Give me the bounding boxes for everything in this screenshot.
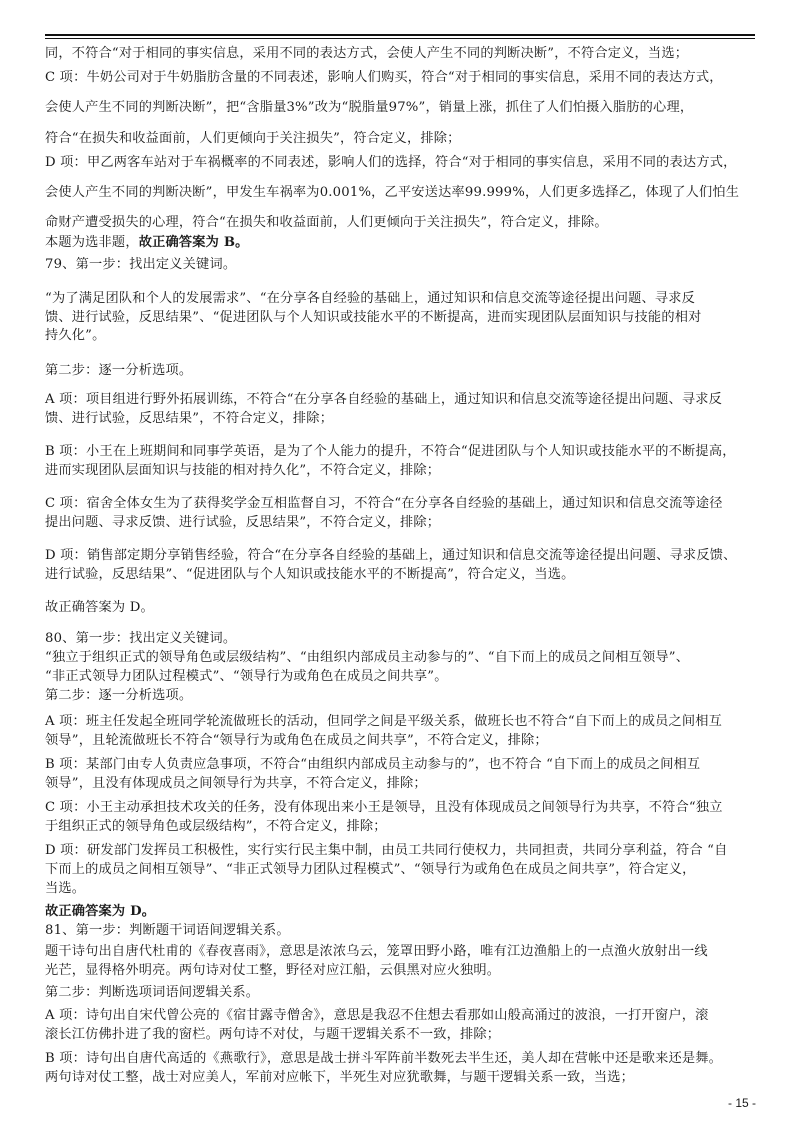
page-number: - 15 - xyxy=(727,1096,756,1110)
header-rule-thick xyxy=(45,34,755,36)
text-line: 会使人产生不同的判断决断”，把“含脂量3%”改为“脱脂量97%”，销量上涨，抓住了人们怕摄入脂肪的心理， xyxy=(45,100,694,115)
text-line: C 项：宿舍全体女生为了获得奖学金互相监督自习，不符合“在分享各自经验的基础上，通过知识和信息交流等途径 xyxy=(45,496,723,511)
text-line: 故正确答案为 D。 xyxy=(45,600,154,615)
text-line: 于组织正式的领导角色或层级结构”，不符合定义，排除； xyxy=(45,819,387,834)
text-line: 两句诗对仗工整，战士对应美人，军前对应帐下，半死生对应犹歌舞，与题干逻辑关系一致，当选； xyxy=(45,1070,635,1085)
text-line: 领导”，且轮流做班长不符合“领导行为或角色在成员之间共享”，不符合定义，排除； xyxy=(45,733,548,748)
text-line: 80、第一步：找出定义关键词。 xyxy=(45,631,237,646)
text-line: 同，不符合“对于相同的事实信息，采用不同的表达方式，会使人产生不同的判断决断”，不符合定义，当选； xyxy=(45,46,689,61)
header-rule-thin xyxy=(45,38,755,39)
text-line: 题干诗句出自唐代杜甫的《春夜喜雨》，意思是浓浓乌云，笼罩田野小路，唯有江边渔船上的一点渔火放射出一线 xyxy=(45,944,708,959)
text-line: D 项：研发部门发挥员工积极性，实行实行民主集中制，由员工共同行使权力，共同担责，共同分享利益，符合 “自 xyxy=(45,843,728,858)
text-line: 第二步：逐一分析选项。 xyxy=(45,688,193,703)
text-line: A 项：班主任发起全班同学轮流做班长的活动，但同学之间是平级关系，做班长也不符合“自下而上的成员之间相互 xyxy=(45,714,723,729)
text-line: 持久化”。 xyxy=(45,328,106,343)
text-line: B 项：诗句出自唐代高适的《燕歌行》，意思是战士拼斗军阵前半数死去半生还，美人却在营帐中还是歌来还是舞。 xyxy=(45,1051,723,1066)
text-line: 符合“在损失和收益面前，人们更倾向于关注损失”，符合定义，排除； xyxy=(45,131,461,146)
text-line: “非正式领导力团队过程模式”、“领导行为或角色在成员之间共享”。 xyxy=(45,669,448,684)
text-line: 提出问题、寻求反馈、进行试验，反思结果”，不符合定义，排除； xyxy=(45,515,441,530)
text-line: D 项：销售部定期分享销售经验，符合“在分享各自经验的基础上，通过知识和信息交流等途径提出问题、寻求反馈、 xyxy=(45,548,737,563)
text-line: “独立于组织正式的领导角色或层级结构”、“由组织内部成员主动参与的”、“自下而上的成员之间相互领导”、 xyxy=(45,650,690,665)
text-line: C 项：牛奶公司对于牛奶脂肪含量的不同表述，影响人们购买，符合“对于相同的事实信息，采用不同的表达方式， xyxy=(45,70,723,85)
text-line: 命财产遭受损失的心理，符合“在损失和收益面前，人们更倾向于关注损失”，符合定义，排除。 xyxy=(45,215,608,230)
text-line: 79、第一步：找出定义关键词。 xyxy=(45,257,237,272)
text-line: 滚长江仿佛扑进了我的窗栏。两句诗不对仗，与题干逻辑关系不一致，排除； xyxy=(45,1027,501,1042)
text-line: 下而上的成员之间相互领导”、“非正式领导力团队过程模式”、“领导行为或角色在成员之间共享”，符合定义， xyxy=(45,862,696,877)
text-line: 馈、进行试验，反思结果”、“促进团队与个人知识或技能水平的不断提高，进而实现团队层面知识与技能的相对 xyxy=(45,310,702,325)
answer-label: 故正确答案为 B。 xyxy=(138,235,249,250)
text-line: 领导”，且没有体现成员之间领导行为共享，不符合定义，排除； xyxy=(45,776,427,791)
text-line: 馈、进行试验，反思结果”，不符合定义，排除； xyxy=(45,411,334,426)
text-line: 进而实现团队层面知识与技能的相对持久化”，不符合定义，排除； xyxy=(45,463,441,478)
text-line: 会使人产生不同的判断决断”，甲发生车祸率为0.001%，乙平安送达率99.999%，人们更多选择乙，体现了人们怕生 xyxy=(45,185,740,200)
text-line: 第二步：逐一分析选项。 xyxy=(45,363,193,378)
text-line: D 项：甲乙两客车站对于车祸概率的不同表述，影响人们的选择，符合“对于相同的事实信息，采用不同的表达方式， xyxy=(45,155,737,170)
answer-line: 故正确答案为 D。 xyxy=(45,904,156,919)
text-line: B 项：某部门由专人负责应急事项，不符合“由组织内部成员主动参与的”，也不符合 “自下而上的成员之间相互 xyxy=(45,757,701,772)
text-line: 81、第一步：判断题干词语间逻辑关系。 xyxy=(45,923,290,938)
text-line: B 项：小王在上班期间和同事学英语，是为了个人能力的提升，不符合“促进团队与个人知识或技能水平的不断提高， xyxy=(45,444,736,459)
text-line: 当选。 xyxy=(45,881,86,896)
text-line: C 项：小王主动承担技术攻关的任务，没有体现出来小王是领导，且没有体现成员之间领导行为共享，不符合“独立 xyxy=(45,800,723,815)
answer-prefix: 本题为选非题， xyxy=(45,235,139,250)
text-line: 光芒，显得格外明亮。两句诗对仗工整，野径对应江船，云俱黑对应火独明。 xyxy=(45,963,501,978)
text-line: 进行试验，反思结果”、“促进团队与个人知识或技能水平的不断提高”，符合定义，当选。 xyxy=(45,567,575,582)
text-line xyxy=(45,234,757,252)
text-line: “为了满足团队和个人的发展需求”、“在分享各自经验的基础上，通过知识和信息交流等途径提出问题、寻求反 xyxy=(45,291,696,306)
text-line: 第二步：判断选项词语间逻辑关系。 xyxy=(45,985,260,1000)
text-line: A 项：项目组进行野外拓展训练，不符合“在分享各自经验的基础上，通过知识和信息交流等途径提出问题、寻求反 xyxy=(45,392,723,407)
text-line: A 项：诗句出自宋代曾公亮的《宿甘露寺僧舍》，意思是我忍不住想去看那如山般高涌过的波浪，一打开窗户，滚 xyxy=(45,1008,709,1023)
